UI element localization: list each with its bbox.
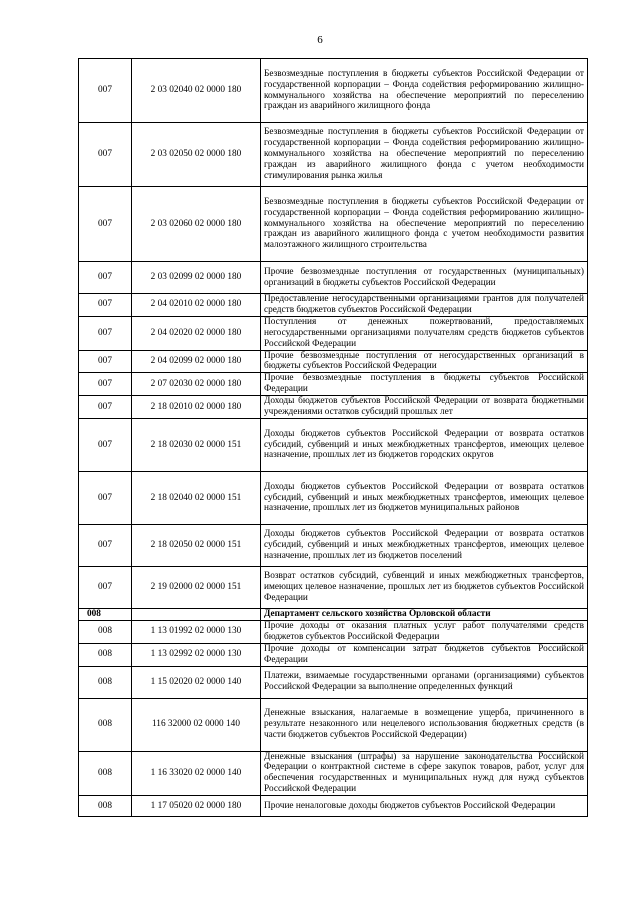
admin-code-cell: 007 [79,350,132,373]
admin-code-cell: 007 [79,294,132,317]
table-row [79,396,588,419]
table-row [79,316,588,350]
revenue-name-cell: Доходы бюджетов субъектов Российской Федерации от возврата остатков субсидий, субвенций и иных межбюджетных трансфертов, имеющих целевое назначение, прошлых лет из бюджетов муниципальных районов [261,471,588,524]
admin-code-cell: 007 [79,396,132,419]
admin-code-cell: 008 [79,608,132,620]
revenue-code-cell: 2 04 02099 02 0000 180 [132,350,261,373]
revenue-code-cell: 1 13 01992 02 0000 130 [132,620,261,643]
admin-code-cell: 008 [79,666,132,698]
revenue-name-cell: Прочие неналоговые доходы бюджетов субъектов Российской Федерации [261,796,588,817]
revenue-name-cell: Прочие доходы от компенсации затрат бюджетов субъектов Российской Федерации [261,643,588,666]
revenue-code-cell: 116 32000 02 0000 140 [132,698,261,751]
table-row [79,620,588,643]
revenue-name-cell: Поступления от денежных пожертвований, предоставляемых негосударственными организациями получателям средств бюджетов субъектов Российской Федерации [261,316,588,350]
admin-code-cell: 008 [79,643,132,666]
revenue-code-cell: 2 18 02050 02 0000 151 [132,524,261,566]
table-row [79,751,588,796]
admin-code-cell: 007 [79,524,132,566]
revenue-name-cell: Денежные взыскания (штрафы) за нарушение законодательства Российской Федерации о контрактной системе в сфере закупок товаров, работ, услуг для обеспечения государственных и муниципальных нужд для нужд субъектов Российской Федерации [261,751,588,796]
admin-code-cell: 008 [79,796,132,817]
admin-code-cell: 008 [79,698,132,751]
revenue-name-cell: Безвозмездные поступления в бюджеты субъектов Российской Федерации от государственной корпорации – Фонда содействия реформированию жилищно-коммунального хозяйства на обеспечение мероприятий по переселению граждан из аварийного жилищного фонда с учетом необходимости развития малоэтажного жилищного строительства [261,187,588,262]
table-row [79,566,588,608]
revenue-name-cell: Прочие безвозмездные поступления от государственных (муниципальных) организаций в бюджеты субъектов Российской Федерации [261,262,588,294]
budget-revenue-table [78,58,588,817]
admin-code-cell: 007 [79,187,132,262]
table-row [79,471,588,524]
table-row [79,796,588,817]
revenue-name-cell: Доходы бюджетов субъектов Российской Федерации от возврата остатков субсидий, субвенций и иных межбюджетных трансфертов, имеющих целевое назначение, прошлых лет из бюджетов поселений [261,524,588,566]
revenue-name-cell: Предоставление негосударственными организациями грантов для получателей средств бюджетов субъектов Российской Федерации [261,294,588,317]
table-row [79,698,588,751]
table-row [79,59,588,123]
admin-code-cell: 007 [79,123,132,187]
table-row [79,262,588,294]
admin-code-cell: 008 [79,751,132,796]
revenue-name-cell: Доходы бюджетов субъектов Российской Федерации от возврата остатков субсидий, субвенций и иных межбюджетных трансфертов, имеющих целевое назначение, прошлых лет из бюджетов городских округов [261,418,588,471]
revenue-code-cell: 2 03 02050 02 0000 180 [132,123,261,187]
revenue-code-cell: 2 18 02030 02 0000 151 [132,418,261,471]
admin-code-cell: 008 [79,620,132,643]
admin-code-cell: 007 [79,566,132,608]
revenue-code-cell: 1 17 05020 02 0000 180 [132,796,261,817]
admin-code-cell: 007 [79,471,132,524]
revenue-name-cell: Доходы бюджетов субъектов Российской Федерации от возврата бюджетными учреждениями остатков субсидий прошлых лет [261,396,588,419]
revenue-code-cell: 2 07 02030 02 0000 180 [132,373,261,396]
revenue-name-cell: Денежные взыскания, налагаемые в возмещение ущерба, причиненного в результате незаконного или нецелевого использования бюджетных средств (в части бюджетов субъектов Российской Федерации) [261,698,588,751]
page-number: 6 [317,34,323,46]
table-row [79,643,588,666]
revenue-name-cell: Безвозмездные поступления в бюджеты субъектов Российской Федерации от государственной корпорации – Фонда содействия реформированию жилищно-коммунального хозяйства на обеспечение мероприятий по переселению граждан из аварийного жилищного фонда с учетом необходимости стимулирования рынка жилья [261,123,588,187]
table-body [79,59,588,817]
table-row [79,524,588,566]
admin-code-cell: 007 [79,59,132,123]
admin-code-cell: 007 [79,418,132,471]
department-row [79,608,588,620]
revenue-code-cell: 2 03 02040 02 0000 180 [132,59,261,123]
table-row [79,418,588,471]
revenue-code-cell: 2 04 02020 02 0000 180 [132,316,261,350]
revenue-code-cell: 1 15 02020 02 0000 140 [132,666,261,698]
admin-code-cell: 007 [79,373,132,396]
revenue-name-cell: Прочие безвозмездные поступления от негосударственных организаций в бюджеты субъектов Российской Федерации [261,350,588,373]
revenue-name-cell: Безвозмездные поступления в бюджеты субъектов Российской Федерации от государственной корпорации – Фонда содействия реформированию жилищно-коммунального хозяйства на обеспечение мероприятий по переселению граждан из аварийного жилищного фонда [261,59,588,123]
table-row [79,187,588,262]
table-row [79,123,588,187]
admin-code-cell: 007 [79,316,132,350]
revenue-code-cell: 2 03 02099 02 0000 180 [132,262,261,294]
table-row [79,373,588,396]
revenue-code-cell: 1 13 02992 02 0000 130 [132,643,261,666]
revenue-code-cell: 1 16 33020 02 0000 140 [132,751,261,796]
revenue-name-cell: Прочие доходы от оказания платных услуг работ получателями средств бюджетов субъектов Российской Федерации [261,620,588,643]
revenue-name-cell: Возврат остатков субсидий, субвенций и иных межбюджетных трансфертов, имеющих целевое назначение, прошлых лет из бюджетов субъектов Российской Федерации [261,566,588,608]
revenue-code-cell: 2 04 02010 02 0000 180 [132,294,261,317]
revenue-code-cell: 2 18 02010 02 0000 180 [132,396,261,419]
revenue-name-cell: Платежи, взимаемые государственными органами (организациями) субъектов Российской Федерации за выполнение определенных функций [261,666,588,698]
table-row [79,350,588,373]
revenue-code-cell [132,608,261,620]
table-row [79,294,588,317]
revenue-name-cell: Департамент сельского хозяйства Орловской области [261,608,588,620]
revenue-code-cell: 2 18 02040 02 0000 151 [132,471,261,524]
revenue-code-cell: 2 19 02000 02 0000 151 [132,566,261,608]
revenue-code-cell: 2 03 02060 02 0000 180 [132,187,261,262]
admin-code-cell: 007 [79,262,132,294]
table-row [79,666,588,698]
revenue-name-cell: Прочие безвозмездные поступления в бюджеты субъектов Российской Федерации [261,373,588,396]
